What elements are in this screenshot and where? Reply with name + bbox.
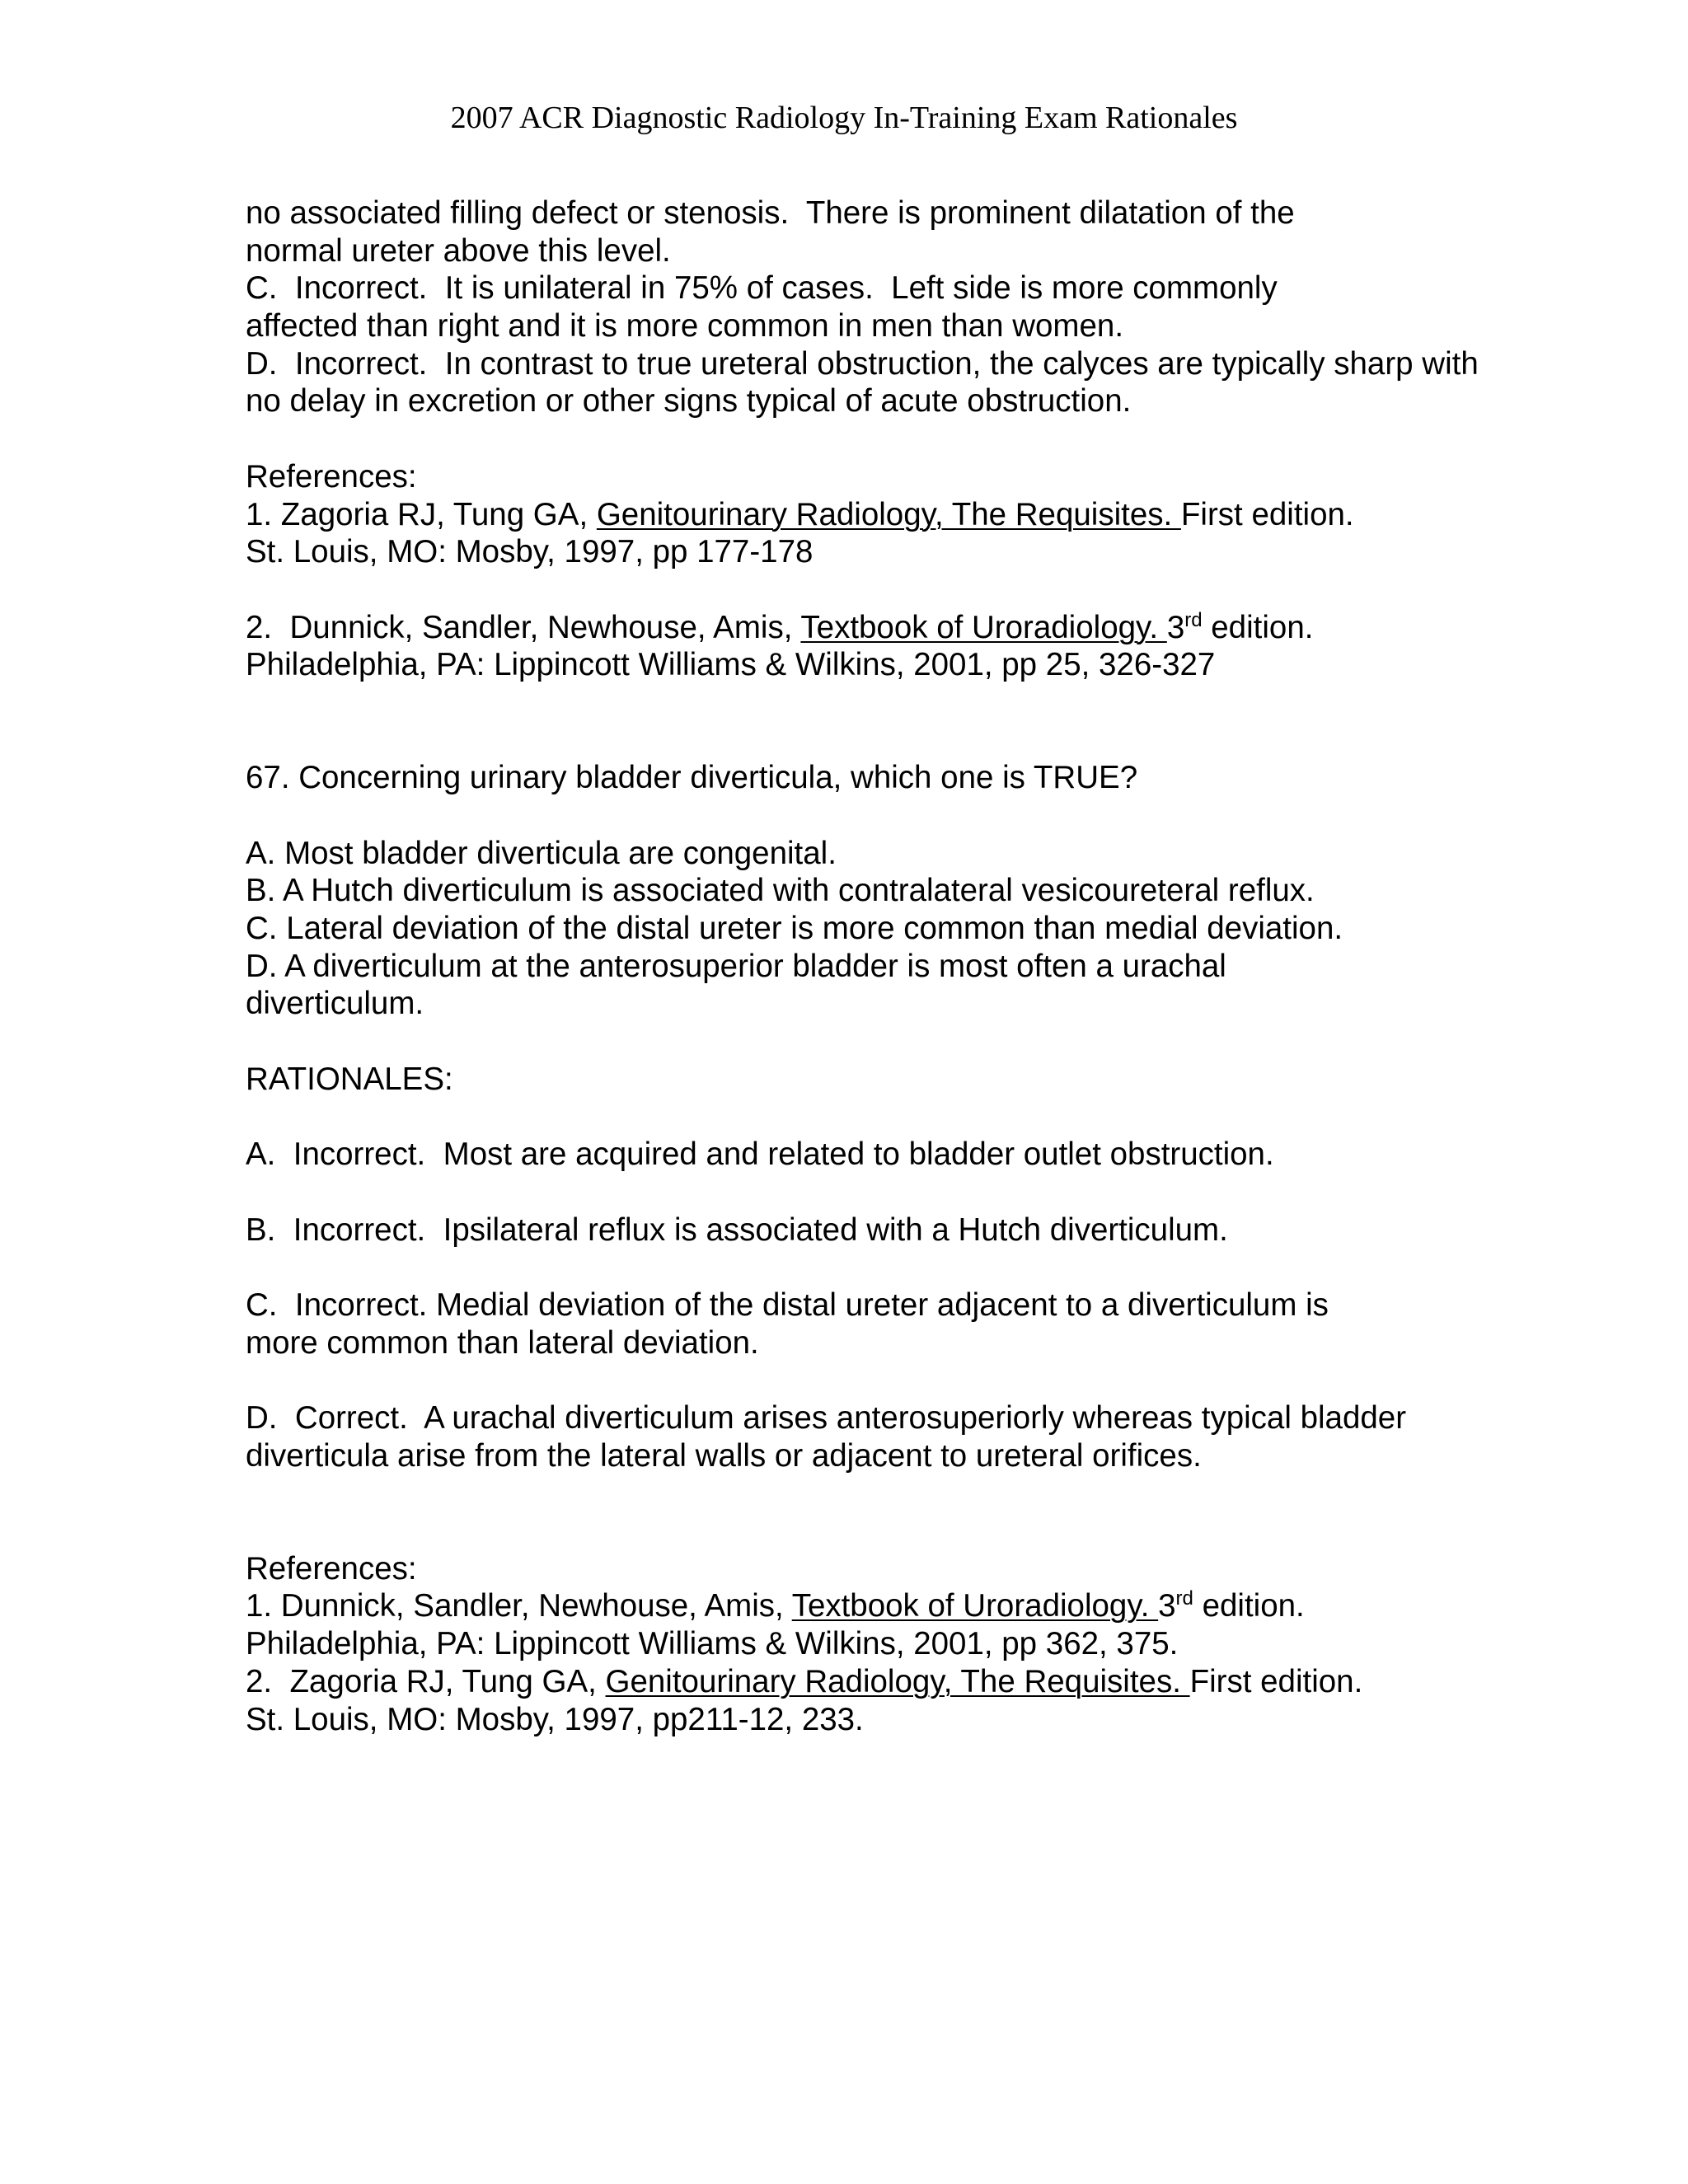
rationales-heading: RATIONALES: — [246, 1061, 453, 1097]
continuation-line: no associated filling defect or stenosis. There is prominent dilatation of the — [246, 195, 1295, 231]
question-option: B. A Hutch diverticulum is associated with contralateral vesicoureteral reflux. — [246, 873, 1315, 909]
reference-edition-superscript: rd — [1175, 1587, 1193, 1610]
references-section — [246, 1550, 1531, 1738]
continuation-section — [246, 194, 1531, 420]
spacer — [246, 1512, 1531, 1550]
spacer — [246, 1474, 1531, 1512]
reference-edition-number: 3 — [1158, 1588, 1176, 1624]
reference-publisher: St. Louis, MO: Mosby, 1997, pp 177-178 — [246, 534, 814, 570]
continuation-line: C. Incorrect. It is unilateral in 75% of cases. Left side is more commonly — [246, 270, 1278, 307]
spacer — [246, 1099, 1531, 1137]
spacer — [246, 1174, 1531, 1212]
reference-edition: edition. — [1202, 609, 1314, 645]
reference-publisher: Philadelphia, PA: Lippincott Williams & Wilkins, 2001, pp 25, 326-327 — [246, 647, 1216, 683]
spacer — [246, 1249, 1531, 1286]
references-heading: References: — [246, 1550, 417, 1586]
rationale-d: D. Correct. A urachal diverticulum arises anterosuperiorly whereas typical bladder — [246, 1400, 1407, 1436]
reference-authors: 1. Zagoria RJ, Tung GA, — [246, 496, 597, 532]
reference-edition-superscript: rd — [1184, 608, 1203, 631]
spacer — [246, 1023, 1531, 1061]
reference-publisher: St. Louis, MO: Mosby, 1997, pp211-12, 233. — [246, 1701, 864, 1737]
question-option: diverticulum. — [246, 986, 424, 1022]
question-stem: 67. Concerning urinary bladder diverticula, which one is TRUE? — [246, 760, 1138, 796]
reference-publisher: Philadelphia, PA: Lippincott Williams & Wilkins, 2001, pp 362, 375. — [246, 1626, 1179, 1662]
spacer — [246, 1361, 1531, 1399]
rationale-a: A. Incorrect. Most are acquired and related to bladder outlet obstruction. — [246, 1137, 1274, 1173]
rationale-b: B. Incorrect. Ipsilateral reflux is associated with a Hutch diverticulum. — [246, 1212, 1228, 1248]
references-section — [246, 458, 1531, 684]
spacer — [246, 722, 1531, 760]
reference-entry — [246, 1587, 1531, 1625]
reference-title: Textbook of Uroradiology. — [791, 1588, 1159, 1624]
question-section — [246, 759, 1531, 1023]
document-body — [246, 194, 1531, 1738]
reference-title: Genitourinary Radiology, The Requisites. — [605, 1663, 1190, 1699]
reference-title: Genitourinary Radiology, The Requisites. — [596, 496, 1181, 532]
reference-edition: First edition. — [1180, 496, 1354, 532]
continuation-line: no delay in excretion or other signs typical of acute obstruction. — [246, 383, 1132, 419]
spacer — [246, 797, 1531, 835]
page-header — [0, 97, 1688, 138]
reference-entry — [246, 609, 1531, 647]
spacer — [246, 571, 1531, 609]
reference-title: Textbook of Uroradiology. — [800, 609, 1167, 645]
header-title: 2007 ACR Diagnostic Radiology In-Training Exam Rationales — [450, 101, 1238, 135]
reference-edition: First edition. — [1189, 1663, 1363, 1699]
question-option: C. Lateral deviation of the distal ureter is more common than medial deviation. — [246, 911, 1343, 947]
references-heading: References: — [246, 458, 417, 494]
reference-entry — [246, 496, 1531, 534]
reference-entry — [246, 1663, 1531, 1701]
reference-edition-number: 3 — [1166, 609, 1185, 645]
spacer — [246, 684, 1531, 722]
reference-authors: 2. Dunnick, Sandler, Newhouse, Amis, — [246, 609, 801, 645]
rationale-d: diverticula arise from the lateral walls or adjacent to ureteral orifices. — [246, 1437, 1202, 1474]
spacer — [246, 420, 1531, 458]
continuation-line: normal ureter above this level. — [246, 232, 671, 269]
question-option: A. Most bladder diverticula are congenital. — [246, 835, 837, 871]
question-option: D. A diverticulum at the anterosuperior bladder is most often a urachal — [246, 948, 1226, 984]
continuation-line: D. Incorrect. In contrast to true ureteral obstruction, the calyces are typically sharp with — [246, 345, 1479, 382]
rationales-section — [246, 1061, 1531, 1475]
reference-edition: edition. — [1193, 1588, 1305, 1624]
reference-authors: 2. Zagoria RJ, Tung GA, — [246, 1663, 606, 1699]
reference-authors: 1. Dunnick, Sandler, Newhouse, Amis, — [246, 1588, 792, 1624]
rationale-c: C. Incorrect. Medial deviation of the distal ureter adjacent to a diverticulum is — [246, 1286, 1329, 1323]
rationale-c: more common than lateral deviation. — [246, 1324, 759, 1361]
continuation-line: affected than right and it is more common in men than women. — [246, 308, 1124, 344]
